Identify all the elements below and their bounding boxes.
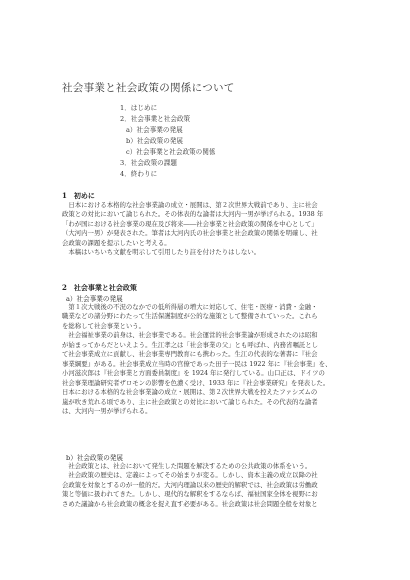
toc-item: 3．社会政策の課題 [120, 159, 177, 167]
text-line: は、大河内一男が挙げられる。 [62, 406, 152, 415]
toc-item: 2．社会事業と社会政策 [120, 115, 191, 123]
subsection-a-heading: a）社会事業の発展 [66, 295, 123, 303]
text-line: 日本における本格的な社会事業論の成立・展開は、第２次世界大戦を控えたファシズムの [62, 388, 318, 397]
toc-item: b）社会政策の発展 [126, 137, 183, 145]
table-of-contents [120, 103, 215, 180]
toc-item: 4．終わりに [120, 170, 158, 178]
text-line: 社会事業理論研究者ザロモンの影響を色濃く受け、1933 年に『社会事業研究』を発表した。 [62, 378, 330, 387]
text-line: さめた議論から社会政策の概念を捉え直す必要がある。社会政策は社会問題全般を対象と [62, 499, 318, 508]
text-line: 策と等価に扱われてきた。しかし、現代的な解釈をするならば、福祉国家全体を視野にお [62, 490, 318, 499]
text-line: 事業綱要』がある。社会事業成立当時の官僚であった田子一民は 1922 年に『社会事業』を、 [62, 359, 332, 368]
text-line: 会政策を対象とするのが一般的だ。大河内理論以来の歴史的解釈では、社会政策は労働政 [62, 480, 318, 489]
toc-item: 1．はじめに [120, 104, 158, 112]
text-line: 「わが国における社会事業の現在及び将来――社会事業と社会政策の関係を中心として」 [62, 219, 318, 228]
toc-item: c）社会事業と社会政策の関係 [126, 148, 216, 156]
text-line: 本稿はいちいち文献を明示して引用したり註を付けたりはしない。 [68, 248, 261, 257]
text-line: て社会事業成立に貢献し、社会事業専門教育にも携わった。生江の代表的な著書に『社会 [62, 350, 318, 359]
document-title: 社会事業と社会政策の関係について [62, 82, 235, 94]
text-line: （大河内一男）が発表された。筆者は大河内氏の社会事業と社会政策の関係を明確し、社 [62, 229, 318, 238]
text-line: 社会福祉事業の前身は、社会事業である。社会運営的社会事業論が形成されたのは昭和 [68, 331, 318, 340]
section-2-heading: 2 社会事業と社会政策 [62, 283, 137, 292]
text-line: 職業などの諸分野にわたって生活保護制度が公的な施策として整備されていった。これら [62, 312, 318, 321]
text-line: 嵐が吹き荒れる頃であり、主に社会政策との対比において論じられた。その代表的な論者 [62, 397, 318, 406]
text-line: 会政策の課題を提示したいと考える。 [62, 238, 171, 247]
subsection-b-body [62, 462, 352, 509]
text-line: 第１次大戦後の不況のなかでの低所得層の増大に対応して、住宅・医療・消費・金融・ [68, 303, 318, 311]
text-line: を総称して社会事業という。 [62, 321, 146, 330]
text-line: が始まってからだといえよう。生江孝之は「社会事業の父」とも呼ばれ、内務省嘱託とし [62, 340, 319, 349]
subsection-a-body [62, 303, 352, 416]
text-line: 小河滋次郎は『社会事業と方面委員制度』を 1924 年に発行している。山口正は、ドイツの [62, 369, 325, 378]
text-line: 社会政策の歴史は、定義によってその始まりが変る。しかし、資本主義の成立以降の社 [68, 471, 318, 480]
subsection-b-heading: b）社会政策の発展 [66, 454, 123, 462]
toc-item: a）社会事業の発展 [126, 126, 183, 134]
text-line: 政策との対比において論じられた。その体表的な論者は大河内一男が挙げられる。1938 年 [62, 210, 324, 219]
text-line: 社会政策とは、社会において発生した問題を解決するための公共政策の体系をいう。 [68, 462, 312, 470]
text-line: 日本における本格的な社会事業論の成立・展開は、第２次世界大戦前であり、主に社会 [68, 201, 318, 209]
section-1-body [62, 201, 352, 258]
section-1-heading: 1 初めに [62, 191, 95, 200]
